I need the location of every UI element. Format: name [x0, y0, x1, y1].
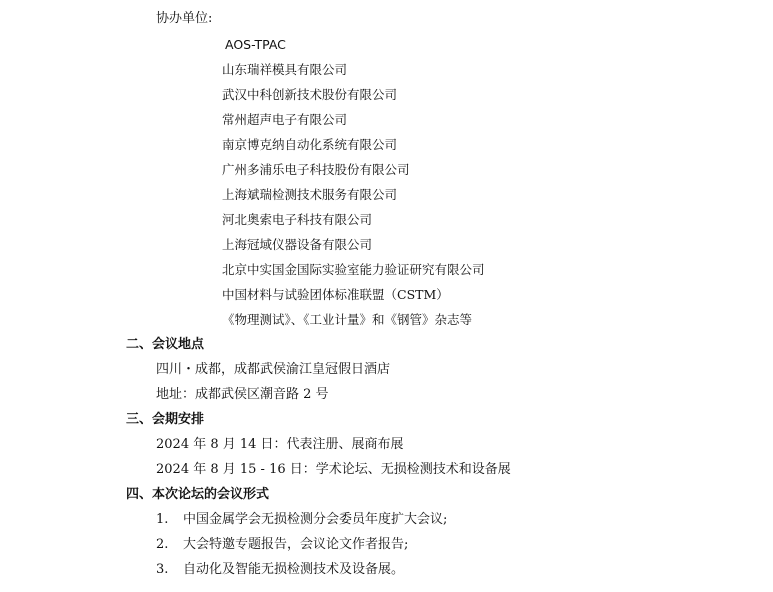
co-organizer-item: 中国材料与试验团体标准联盟（CSTM）: [222, 287, 449, 302]
schedule-item: 2024 年 8 月 14 日：代表注册、展商布展: [156, 437, 404, 452]
venue-address: 地址：成都武侯区潮音路 2 号: [156, 387, 329, 402]
venue-place: 四川・成都，成都武侯渝江皇冠假日酒店: [156, 362, 391, 377]
co-organizer-item: 河北奥索电子科技有限公司: [222, 212, 373, 227]
format-item-number: 1.: [156, 512, 169, 527]
venue-heading: 二、会议地点: [126, 337, 205, 352]
co-organizer-item: 广州多浦乐电子科技股份有限公司: [222, 162, 410, 177]
format-heading: 四、本次论坛的会议形式: [126, 487, 270, 502]
co-organizer-item: 山东瑞祥模具有限公司: [222, 62, 348, 77]
format-item-number: 2.: [156, 537, 169, 552]
schedule-heading: 三、会期安排: [126, 412, 205, 427]
schedule-item: 2024 年 8 月 15 - 16 日：学术论坛、无损检测技术和设备展: [156, 462, 511, 477]
co-organizer-item: 南京博克纳自动化系统有限公司: [222, 137, 398, 152]
co-organizer-item: 常州超声电子有限公司: [222, 112, 348, 127]
co-organizer-item: AOS-TPAC: [225, 37, 286, 52]
format-item-text: 中国金属学会无损检测分会委员年度扩大会议;: [183, 512, 448, 527]
format-item-text: 自动化及智能无损检测技术及设备展。: [183, 562, 405, 577]
co-organizers-label: 协办单位:: [156, 11, 213, 26]
co-organizer-item: 北京中实国金国际实验室能力验证研究有限公司: [222, 262, 485, 277]
co-organizer-item: 武汉中科创新技术股份有限公司: [222, 87, 398, 102]
format-item-number: 3.: [156, 562, 169, 577]
co-organizer-item: 上海冠域仪器设备有限公司: [222, 237, 373, 252]
co-organizer-item: 《物理测试》、《工业计量》和《钢管》杂志等: [222, 312, 473, 327]
format-item-text: 大会特邀专题报告，会议论文作者报告;: [183, 537, 409, 552]
co-organizer-item: 上海斌瑞检测技术服务有限公司: [222, 187, 398, 202]
